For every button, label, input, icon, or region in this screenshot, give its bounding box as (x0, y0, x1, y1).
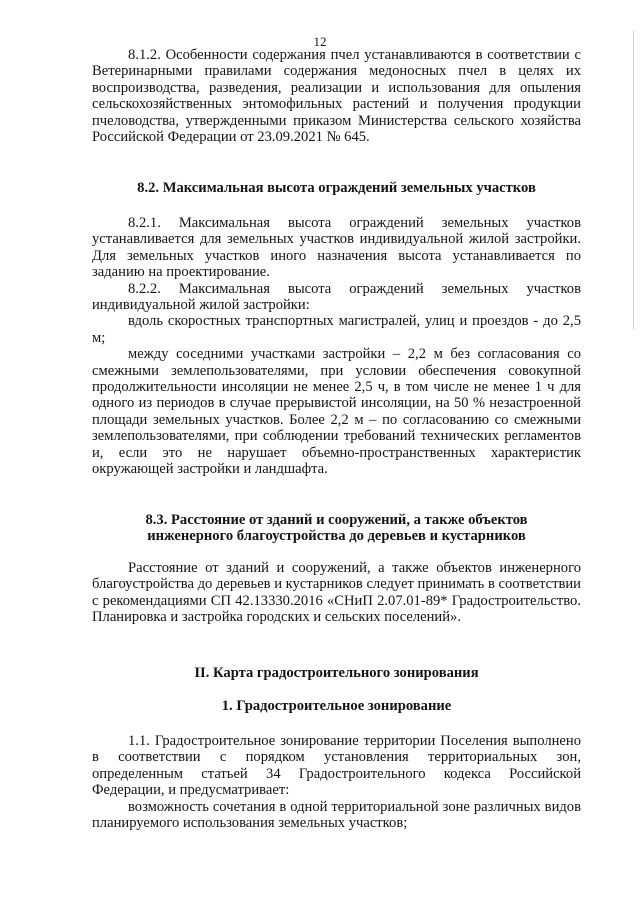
heading-8-2 (92, 180, 581, 196)
paragraph: 8.1.2. Особенности содержания пчел устанавливаются в соответствии с Ветеринарными правилами содержания медоносных пчел в целях их воспроизводства, разведения, реализации и использования для опыления сельскохозяйственных энтомофильных растений и получения продукции пчеловодства, утвержденными приказом Министерства сельского хозяйства Российской Федерации от 23.09.2021 № 645. (92, 47, 581, 146)
paragraph: 8.2.1. Максимальная высота ограждений земельных участков устанавливается для земельных участков индивидуальной жилой застройки. Для земельных участков иного назначения высота устанавливается по заданию на проектирование. (92, 215, 581, 281)
section-8-1-2 (92, 47, 581, 145)
section-1-body (92, 733, 581, 831)
paragraph: между соседними участками застройки – 2,2 м без согласования со смежными землепользователями, при условии обеспечения совокупной продолжительности инсоляции не менее 2,5 ч, в том числе не менее 1 ч для одного из периодов в случае прерывистой инсоляции, на 50 % незастроенной площади земельных участков. Более 2,2 м – по согласованию со смежными землепользователями, при соблюдении требований технических регламентов и, если это не нарушает объемно-пространственных характеристик окружающей застройки и ландшафта. (92, 346, 581, 478)
paragraph: 8.2.2. Максимальная высота ограждений земельных участков индивидуальной жилой застройки: (92, 280, 581, 314)
heading-line: инженерного благоустройства до деревьев и кустарников (147, 528, 526, 545)
heading-8-3 (92, 512, 581, 545)
page-number: 12 (313, 34, 327, 49)
section-8-3-body (92, 560, 581, 626)
heading-text: 1. Градостроительное зонирование (221, 698, 452, 714)
heading-text: 8.2. Максимальная высота ограждений земельных участков (137, 180, 536, 196)
heading-line: 8.3. Расстояние от зданий и сооружений, а также объектов (145, 512, 528, 528)
scan-edge-mark (633, 30, 634, 330)
section-8-2-body (92, 215, 581, 478)
heading-text: II. Карта градостроительного зонирования (194, 665, 479, 681)
paragraph: вдоль скоростных транспортных магистралей, улиц и проездов - до 2,5 м; (92, 313, 581, 346)
heading-section-1 (92, 698, 581, 714)
paragraph: Расстояние от зданий и сооружений, а также объектов инженерного благоустройства до деревьев и кустарников следует принимать в соответствии с рекомендациями СП 42.13330.2016 «СНиП 2.07.01-89* Градостроительство. Планировка и застройка городских и сельских поселений». (92, 560, 581, 626)
paragraph: 1.1. Градостроительное зонирование территории Поселения выполнено в соответствии с порядком установления территориальных зон, определенным статьей 34 Градостроительного кодекса Российской Федерации, и предусматривает: (92, 733, 581, 799)
paragraph: возможность сочетания в одной территориальной зоне различных видов планируемого использования земельных участков; (92, 798, 581, 832)
heading-part-II (92, 665, 581, 681)
